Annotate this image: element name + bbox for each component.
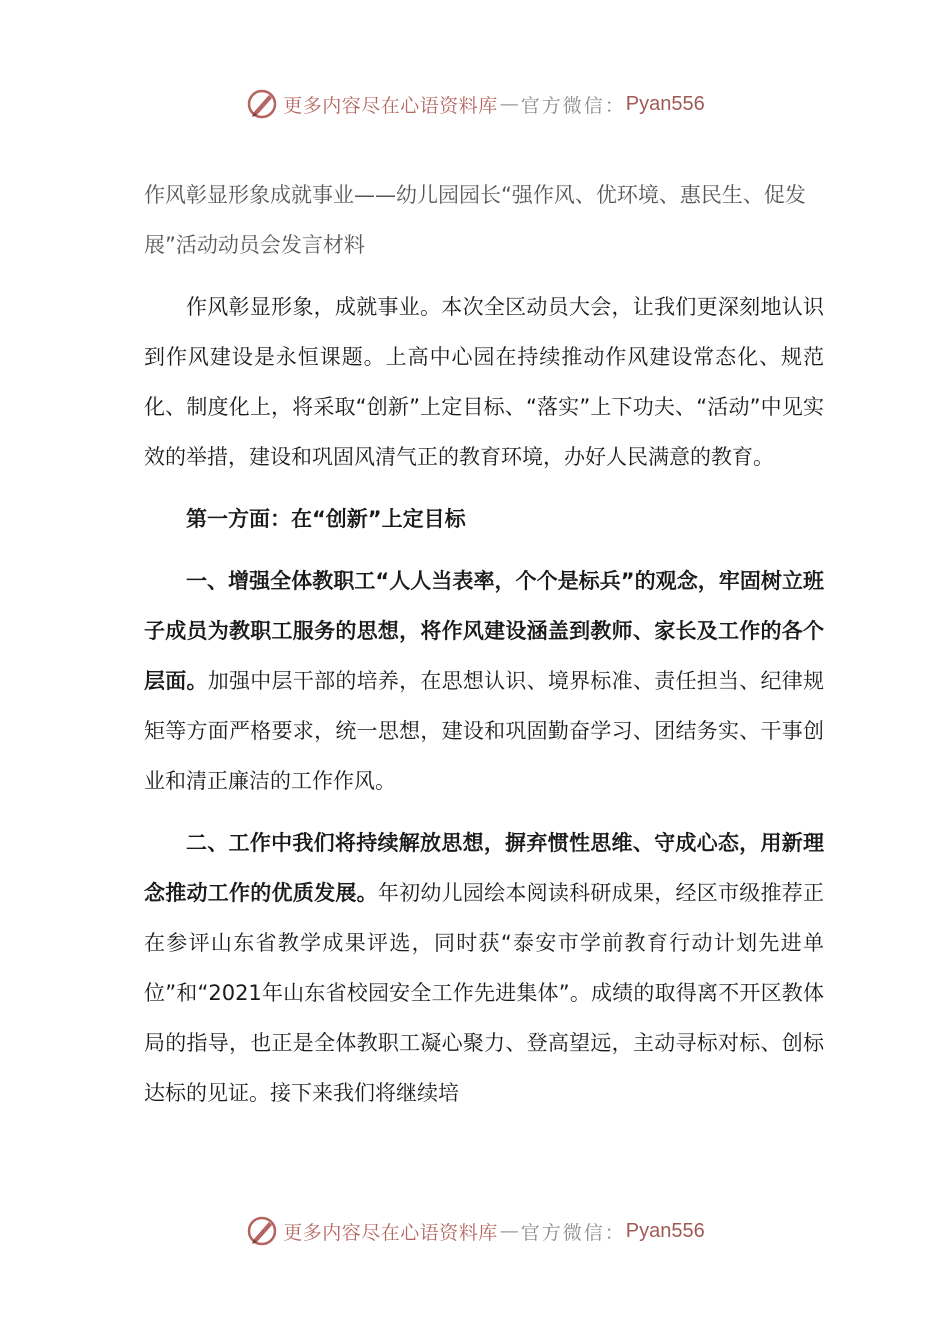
watermark-label: 官方微信： (520, 1221, 626, 1244)
point-1-text: 加强中层干部的培养，在思想认识、境界标准、责任担当、纪律规矩等方面严格要求，统一思想，建设和巩固勤奋学习、团结务实、干事创业和清正廉洁的工作作风。 (144, 669, 825, 793)
watermark-wechat-id: Pyan556 (625, 1219, 705, 1242)
pen-seal-logo-icon (245, 1214, 279, 1248)
header-watermark (0, 84, 950, 124)
watermark-separator: — (499, 93, 519, 115)
watermark-separator: — (499, 1220, 519, 1242)
point-2-text: 年初幼儿园绘本阅读科研成果，经区市级推荐正在参评山东省教学成果评选，同时获“泰安市学前教育行动计划先进单位”和“2021年山东省校园安全工作先进集体”。成绩的取得离不开区教体局的指导，也正是全体教职工凝心聚力、登高望远，主动寻标对标、创标达标的见证。接下来我们将继续培 (144, 881, 825, 1105)
point-1-paragraph (144, 556, 824, 806)
point-1-bold-lead: 一、增强全体教职工“人人当表率，个个是标兵”的观念，牢固树立班子成员为教职工服务的思想，将作风建设涵盖到教师、家长及工作的各个层面。 (144, 569, 824, 693)
watermark-label: 官方微信： (520, 94, 626, 117)
section-heading-1: 第一方面：在“创新”上定目标 (186, 507, 466, 531)
document-body (144, 170, 824, 1130)
intro-paragraph: 作风彰显形象，成就事业。本次全区动员大会，让我们更深刻地认识到作风建设是永恒课题。上高中心园在持续推动作风建设常态化、规范化、制度化上，将采取“创新”上定目标、“落实”上下功夫、“活动”中见实效的举措，建设和巩固风清气正的教育环境，办好人民满意的教育。 (144, 295, 824, 469)
watermark-wechat-id: Pyan556 (625, 92, 705, 115)
watermark-brand-text: 更多内容尽在心语资料库 (283, 1221, 498, 1244)
document-title: 作风彰显形象成就事业——幼儿园园长“强作风、优环境、惠民生、促发展”活动动员会发言材料 (144, 183, 806, 257)
footer-watermark (0, 1211, 950, 1251)
watermark-brand-text: 更多内容尽在心语资料库 (283, 94, 498, 117)
pen-seal-logo-icon (245, 87, 279, 121)
point-2-bold-lead: 二、工作中我们将持续解放思想，摒弃惯性思维、守成心态，用新理念推动工作的优质发展。 (144, 831, 824, 905)
point-2-paragraph (144, 818, 824, 1118)
